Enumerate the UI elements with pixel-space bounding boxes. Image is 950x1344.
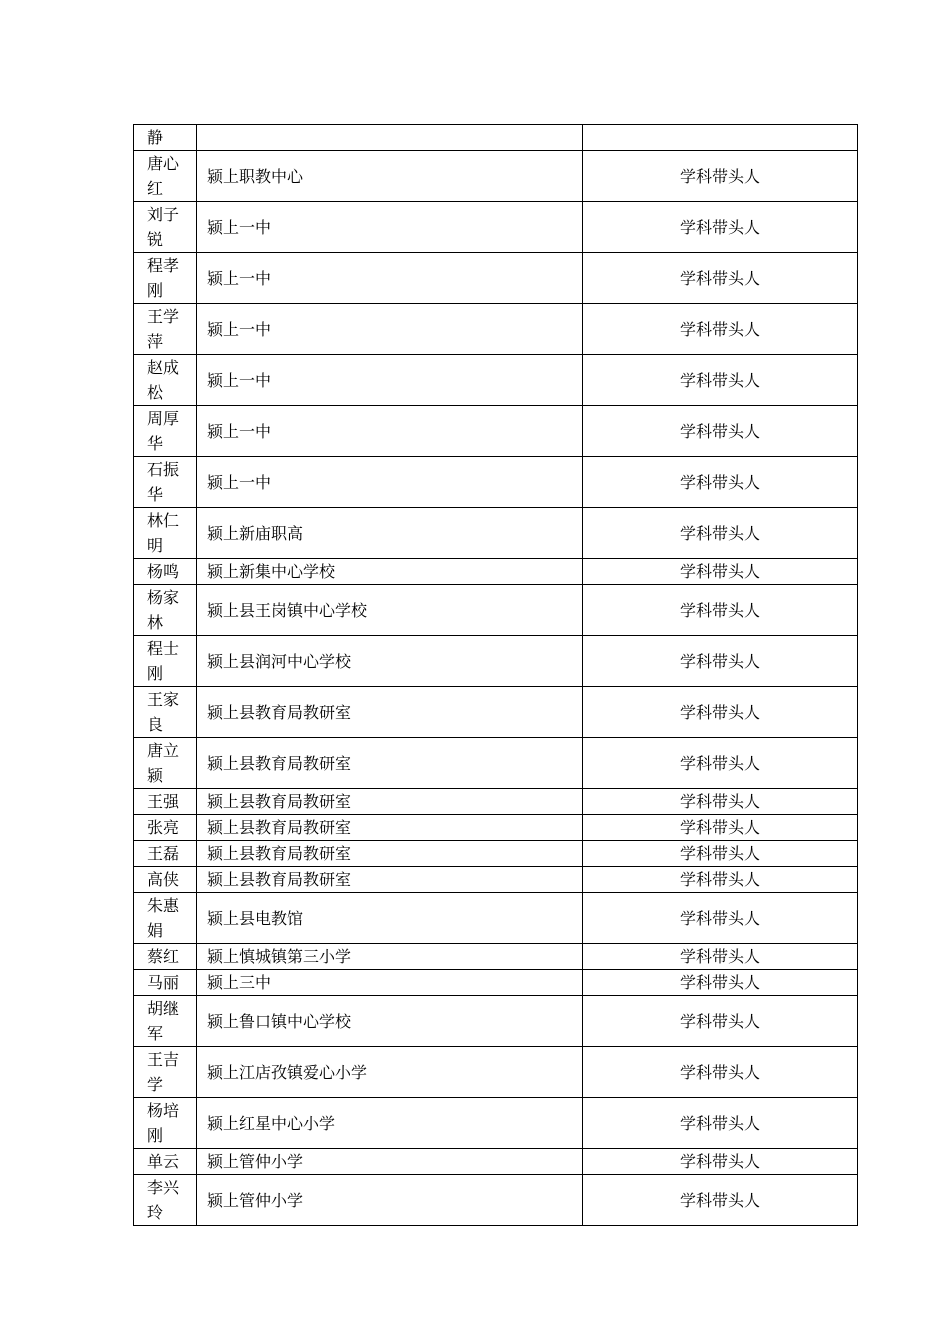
name-cell <box>134 944 197 970</box>
unit-cell: 颍上县王岗镇中心学校 <box>197 585 583 636</box>
table-row <box>134 893 858 944</box>
name-cell <box>134 304 197 355</box>
unit-cell: 颍上新集中心学校 <box>197 559 583 585</box>
name-text: 李兴玲 <box>147 1178 180 1222</box>
name-cell <box>134 151 197 202</box>
role-cell: 学科带头人 <box>583 944 858 970</box>
name-text: 朱惠娟 <box>147 896 180 940</box>
role-cell: 学科带头人 <box>583 1175 858 1226</box>
unit-cell: 颍上一中 <box>197 406 583 457</box>
unit-cell: 颍上管仲小学 <box>197 1175 583 1226</box>
unit-cell: 颍上一中 <box>197 457 583 508</box>
role-cell: 学科带头人 <box>583 636 858 687</box>
role-cell: 学科带头人 <box>583 815 858 841</box>
unit-cell: 颍上一中 <box>197 253 583 304</box>
name-text: 林仁明 <box>147 511 180 555</box>
role-cell: 学科带头人 <box>583 970 858 996</box>
table-row <box>134 1098 858 1149</box>
unit-cell: 颍上一中 <box>197 304 583 355</box>
unit-cell: 颍上县教育局教研室 <box>197 841 583 867</box>
role-cell: 学科带头人 <box>583 253 858 304</box>
name-cell <box>134 1047 197 1098</box>
unit-cell: 颍上鲁口镇中心学校 <box>197 996 583 1047</box>
name-text: 刘子锐 <box>147 205 180 249</box>
name-cell <box>134 355 197 406</box>
unit-cell: 颍上江店孜镇爱心小学 <box>197 1047 583 1098</box>
unit-cell <box>197 125 583 151</box>
table-row <box>134 508 858 559</box>
name-cell <box>134 841 197 867</box>
table-row <box>134 1047 858 1098</box>
name-text: 王家良 <box>147 690 180 734</box>
name-text: 静 <box>147 128 164 147</box>
table-row <box>134 253 858 304</box>
role-cell: 学科带头人 <box>583 585 858 636</box>
unit-cell: 颍上县电教馆 <box>197 893 583 944</box>
unit-cell: 颍上县润河中心学校 <box>197 636 583 687</box>
name-text: 周厚华 <box>147 409 180 453</box>
role-cell: 学科带头人 <box>583 151 858 202</box>
name-cell <box>134 1175 197 1226</box>
role-cell: 学科带头人 <box>583 893 858 944</box>
table-row <box>134 202 858 253</box>
role-cell: 学科带头人 <box>583 789 858 815</box>
table-row <box>134 125 858 151</box>
table-row <box>134 815 858 841</box>
table-row <box>134 1175 858 1226</box>
role-cell: 学科带头人 <box>583 841 858 867</box>
name-cell <box>134 996 197 1047</box>
unit-cell: 颍上县教育局教研室 <box>197 738 583 789</box>
table-row <box>134 841 858 867</box>
name-text: 程孝刚 <box>147 256 180 300</box>
name-cell <box>134 687 197 738</box>
role-cell: 学科带头人 <box>583 738 858 789</box>
unit-cell: 颍上新庙职高 <box>197 508 583 559</box>
name-text: 单云 <box>147 1152 180 1171</box>
unit-cell: 颍上一中 <box>197 355 583 406</box>
name-text: 蔡红 <box>147 947 180 966</box>
name-text: 王磊 <box>147 844 180 863</box>
name-cell <box>134 406 197 457</box>
name-cell <box>134 738 197 789</box>
table-row <box>134 304 858 355</box>
table-row <box>134 355 858 406</box>
name-text: 唐心红 <box>147 154 180 198</box>
name-text: 杨家林 <box>147 588 180 632</box>
unit-cell: 颍上红星中心小学 <box>197 1098 583 1149</box>
table-row <box>134 687 858 738</box>
name-text: 赵成松 <box>147 358 180 402</box>
table-row <box>134 789 858 815</box>
name-cell <box>134 636 197 687</box>
table-body <box>134 125 858 1226</box>
name-text: 胡继军 <box>147 999 180 1043</box>
role-cell <box>583 125 858 151</box>
unit-cell: 颍上县教育局教研室 <box>197 687 583 738</box>
table-row <box>134 738 858 789</box>
table-row <box>134 457 858 508</box>
role-cell: 学科带头人 <box>583 202 858 253</box>
unit-cell: 颍上县教育局教研室 <box>197 815 583 841</box>
table-row <box>134 636 858 687</box>
unit-cell: 颍上三中 <box>197 970 583 996</box>
table-row <box>134 406 858 457</box>
name-cell <box>134 559 197 585</box>
name-text: 张亮 <box>147 818 180 837</box>
table-row <box>134 944 858 970</box>
name-cell <box>134 253 197 304</box>
role-cell: 学科带头人 <box>583 1047 858 1098</box>
table-row <box>134 585 858 636</box>
unit-cell: 颍上职教中心 <box>197 151 583 202</box>
name-text: 高侠 <box>147 870 180 889</box>
table-row <box>134 151 858 202</box>
name-cell <box>134 585 197 636</box>
role-cell: 学科带头人 <box>583 457 858 508</box>
role-cell: 学科带头人 <box>583 996 858 1047</box>
name-text: 王强 <box>147 792 180 811</box>
unit-cell: 颍上慎城镇第三小学 <box>197 944 583 970</box>
unit-cell: 颍上一中 <box>197 202 583 253</box>
name-cell <box>134 1149 197 1175</box>
table-row <box>134 559 858 585</box>
name-cell <box>134 202 197 253</box>
name-cell <box>134 815 197 841</box>
personnel-table <box>133 124 858 1226</box>
name-cell <box>134 1098 197 1149</box>
role-cell: 学科带头人 <box>583 508 858 559</box>
table-row <box>134 970 858 996</box>
name-cell <box>134 893 197 944</box>
role-cell: 学科带头人 <box>583 355 858 406</box>
name-cell <box>134 508 197 559</box>
unit-cell: 颍上县教育局教研室 <box>197 789 583 815</box>
name-cell <box>134 125 197 151</box>
name-text: 杨鸣 <box>147 562 180 581</box>
name-text: 杨培刚 <box>147 1101 180 1145</box>
table-row <box>134 996 858 1047</box>
table-row <box>134 1149 858 1175</box>
role-cell: 学科带头人 <box>583 1149 858 1175</box>
unit-cell: 颍上管仲小学 <box>197 1149 583 1175</box>
name-cell <box>134 457 197 508</box>
name-cell <box>134 789 197 815</box>
unit-cell: 颍上县教育局教研室 <box>197 867 583 893</box>
name-text: 唐立颍 <box>147 741 180 785</box>
table-row <box>134 867 858 893</box>
role-cell: 学科带头人 <box>583 406 858 457</box>
name-cell <box>134 970 197 996</box>
role-cell: 学科带头人 <box>583 687 858 738</box>
role-cell: 学科带头人 <box>583 867 858 893</box>
name-text: 马丽 <box>147 973 180 992</box>
role-cell: 学科带头人 <box>583 559 858 585</box>
role-cell: 学科带头人 <box>583 1098 858 1149</box>
name-text: 王吉学 <box>147 1050 180 1094</box>
name-cell <box>134 867 197 893</box>
name-text: 程士刚 <box>147 639 180 683</box>
name-text: 王学萍 <box>147 307 180 351</box>
role-cell: 学科带头人 <box>583 304 858 355</box>
name-text: 石振华 <box>147 460 180 504</box>
